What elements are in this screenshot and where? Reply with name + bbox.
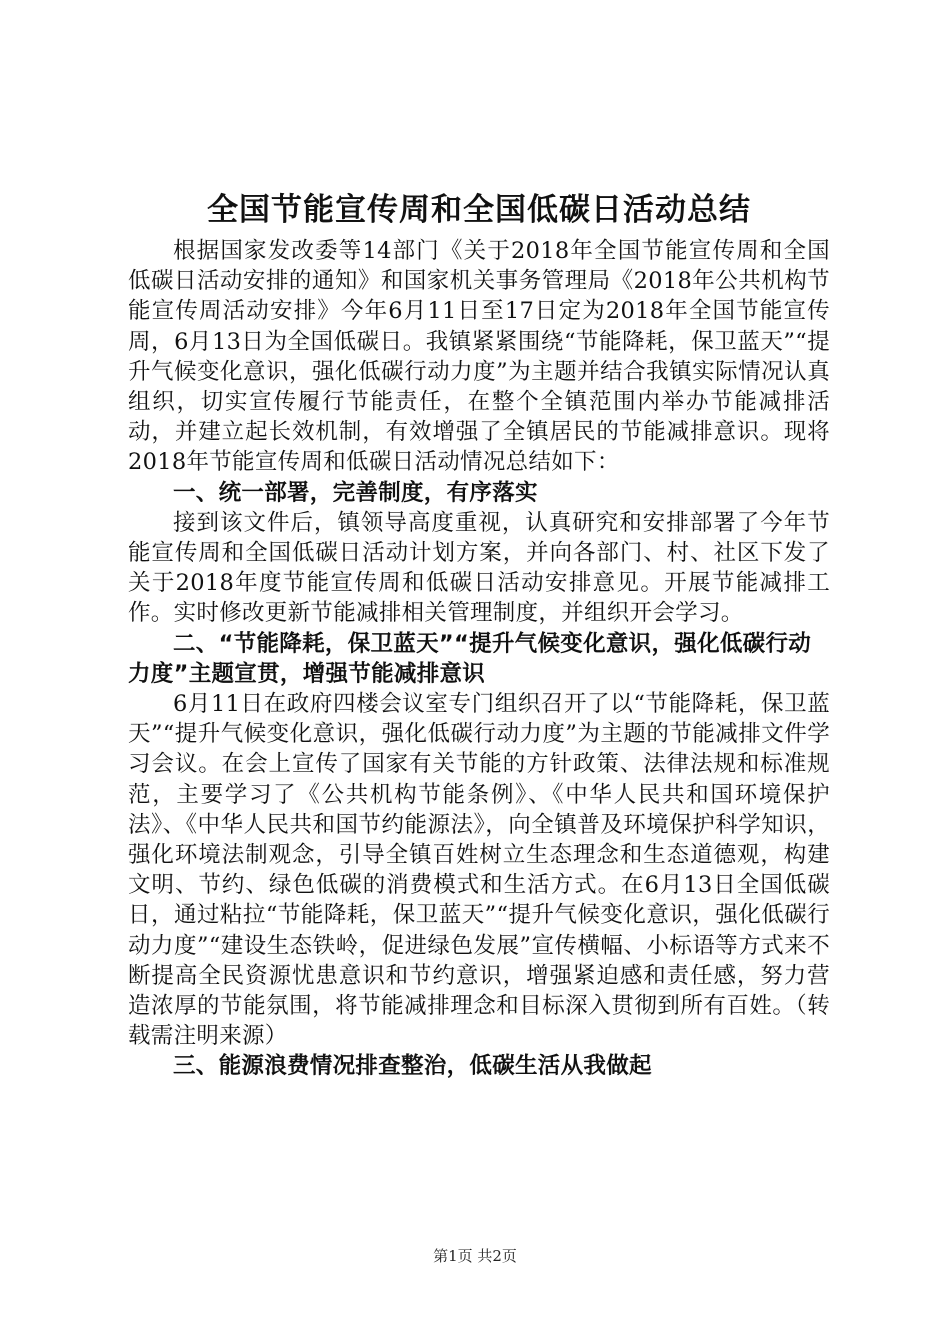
paragraph-section-2: 6月11日在政府四楼会议室专门组织召开了以“节能降耗，保卫蓝天”“提升气候变化意识，强化低碳行动力度”为主题的节能减排文件学习会议。在会上宣传了国家有关节能的方针政策、法律法规和标准规范，主要学习了《公共机构节能条例》、《中华人民共和国环境保护法》、《中华人民共和国节约能源法》，向全镇普及环境保护科学知识，强化环境法制观念，引导全镇百姓树立生态理念和生态道德观，构建文明、节约、绿色低碳的消费模式和生活方式。在6月13日全国低碳日，通过粘拉“节能降耗，保卫蓝天”“提升气候变化意识，强化低碳行动力度”“建设生态铁岭，促进绿色发展”宣传横幅、小标语等方式来不断提高全民资源忧患意识和节约意识，增强紧迫感和责任感，努力营造浓厚的节能氛围，将节能减排理念和目标深入贯彻到所有百姓。（转载需注明来源）	[128, 691, 830, 1050]
section-heading-2: 二、“节能降耗，保卫蓝天”“提升气候变化意识，强化低碳行动力度”主题宣贯，增强节能减排意识	[128, 630, 812, 687]
document-title: 全国节能宣传周和全国低碳日活动总结	[207, 192, 751, 228]
page-number-footer: 第1页 共2页	[433, 1247, 517, 1265]
paragraph-intro: 根据国家发改委等14部门《关于2018年全国节能宣传周和全国低碳日活动安排的通知》和国家机关事务管理局《2018年公共机构节能宣传周活动安排》今年6月11日至17日定为2018年全国节能宣传周，6月13日为全国低碳日。我镇紧紧围绕“节能降耗，保卫蓝天”“提升气候变化意识，强化低碳行动力度”为主题并结合我镇实际情况认真组织，切实宣传履行节能责任，在整个全镇范围内举办节能减排活动，并建立起长效机制，有效增强了全镇居民的节能减排意识。现将2018年节能宣传周和低碳日活动情况总结如下：	[128, 238, 830, 476]
section-heading-3: 三、能源浪费情况排查整治，低碳生活从我做起	[173, 1053, 652, 1080]
document-page	[128, 184, 830, 1082]
section-heading-1: 一、统一部署，完善制度，有序落实	[173, 479, 538, 506]
paragraph-section-1: 接到该文件后，镇领导高度重视，认真研究和安排部署了今年节能宣传周和全国低碳日活动计划方案，并向各部门、村、社区下发了关于2018年度节能宣传周和低碳日活动安排意见。开展节能减排工作。实时修改更新节能减排相关管理制度，并组织开会学习。	[128, 509, 830, 627]
